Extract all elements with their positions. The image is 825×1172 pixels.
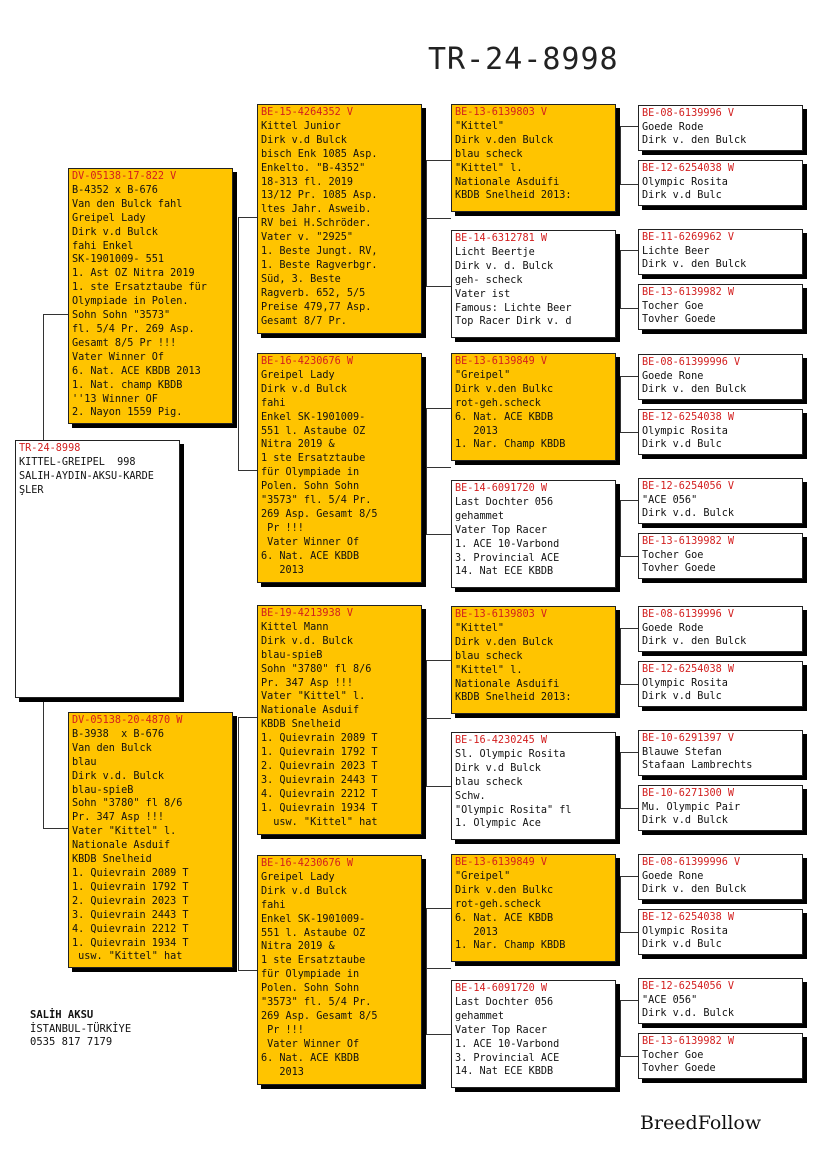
card-text-line: Licht Beertje bbox=[455, 246, 535, 258]
card-text-line: Dirk v.d Bulck bbox=[261, 134, 347, 146]
card-text-line: rot-geh.scheck bbox=[455, 397, 541, 409]
connector-line bbox=[620, 932, 638, 933]
card-text-line: Dirk v.d Bulck bbox=[72, 226, 158, 238]
card-text-line: Kittel Mann bbox=[261, 621, 329, 633]
card-text-line: SK-1901009- 551 bbox=[72, 254, 165, 266]
card-text-line: Olympic Rosita bbox=[642, 925, 728, 937]
card-text-line: KBDB Snelheid 2013: bbox=[455, 692, 572, 704]
connector-line bbox=[620, 250, 638, 251]
card-text-line: 1. Quievrain 1934 T bbox=[261, 802, 378, 814]
card-text-line: 1. ACE 10-Varbond bbox=[455, 1038, 560, 1050]
card-text-line: blau scheck bbox=[455, 776, 523, 788]
card-text-line: Enkel SK-1901009- bbox=[261, 913, 366, 925]
connector-line bbox=[620, 628, 638, 629]
card-text-line: Dirk v.d Bulck bbox=[455, 762, 541, 774]
card-text-line: "ACE 056" bbox=[642, 994, 698, 1006]
card-text-line: Goede Rode bbox=[642, 622, 704, 634]
card-text-line: Sohn Sohn "3573" bbox=[72, 310, 171, 322]
ring-number: BE-08-6139996 V bbox=[642, 108, 735, 119]
card-text-line: KBDB Snelheid 2013: bbox=[455, 190, 572, 202]
card-text-line: 2. Quievrain 2023 T bbox=[72, 895, 189, 907]
card-text-line: "3573" fl. 5/4 Pr. bbox=[261, 495, 372, 507]
ring-number: BE-19-4213938 V bbox=[261, 608, 354, 619]
card-text-line: Vater Top Racer bbox=[455, 524, 548, 536]
g5-card-14 bbox=[638, 909, 803, 955]
connector-line bbox=[426, 218, 451, 219]
subject-card bbox=[15, 440, 180, 698]
card-text-line: 3. Quievrain 2443 T bbox=[72, 909, 189, 921]
card-text-line: blau-spieB bbox=[72, 784, 134, 796]
ggp-card-8 bbox=[451, 980, 616, 1088]
card-text-line: Dirk v.d Bulc bbox=[642, 439, 722, 451]
card-text-line: geh- scheck bbox=[455, 274, 523, 286]
g5-card-7 bbox=[638, 478, 803, 524]
card-text-line: Dirk v. den Bulck bbox=[642, 384, 747, 396]
connector-line bbox=[426, 408, 451, 409]
card-text-line: 1 ste Ersatztaube bbox=[261, 955, 366, 967]
card-text-line: Tocher Goe bbox=[642, 549, 704, 561]
card-text-line: "Kittel" bbox=[455, 120, 505, 132]
connector-line bbox=[620, 1056, 638, 1057]
connector-line bbox=[620, 250, 621, 308]
card-text-line: fahi Enkel bbox=[72, 240, 134, 252]
connector-line bbox=[620, 876, 621, 932]
card-text-line: Dirk v.d. Bulck bbox=[642, 1008, 735, 1020]
connector-line bbox=[426, 160, 427, 286]
sire-card bbox=[68, 168, 233, 424]
card-text-line: blau scheck bbox=[455, 650, 523, 662]
ring-number: BE-16-4230676 W bbox=[261, 858, 354, 869]
card-text-line: ŞLER bbox=[19, 484, 44, 496]
card-text-line: Olympic Rosita bbox=[642, 176, 728, 188]
card-text-line: Gesamt 8/5 Pr !!! bbox=[72, 337, 177, 349]
card-text-line: Last Dochter 056 bbox=[455, 996, 554, 1008]
ring-number: DV-05138-17-822 V bbox=[72, 171, 177, 182]
g5-card-3 bbox=[638, 229, 803, 275]
card-text-line: 4. Quievrain 2212 T bbox=[72, 923, 189, 935]
card-text-line: Lichte Beer bbox=[642, 245, 710, 257]
connector-line bbox=[426, 786, 451, 787]
card-text-line: Dirk v.d Bulc bbox=[642, 190, 722, 202]
ring-number: BE-08-61399996 V bbox=[642, 857, 741, 868]
card-text-line: Vater v. "2925" bbox=[261, 232, 354, 244]
card-text-line: 1. Ast OZ Nitra 2019 bbox=[72, 268, 195, 280]
card-text-line: Pr. 347 Asp !!! bbox=[72, 812, 165, 824]
card-text-line: Greipel Lady bbox=[261, 871, 335, 883]
card-text-line: 269 Asp. Gesamt 8/5 bbox=[261, 1010, 378, 1022]
card-text-line: gehammet bbox=[455, 510, 505, 522]
card-text-line: für Olympiade in bbox=[261, 969, 360, 981]
ring-number: BE-12-6254038 W bbox=[642, 163, 735, 174]
card-text-line: 1. ACE 10-Varbond bbox=[455, 538, 560, 550]
ring-number: BE-12-6254038 W bbox=[642, 664, 735, 675]
ggp-card-6 bbox=[451, 732, 616, 840]
card-text-line: 551 l. Astaube OZ bbox=[261, 927, 366, 939]
card-text-line: Dirk v. d. Bulck bbox=[455, 260, 554, 272]
card-text-line: Nitra 2019 & bbox=[261, 439, 335, 451]
card-text-line: 1 ste Ersatztaube bbox=[261, 453, 366, 465]
connector-line bbox=[620, 1000, 621, 1056]
card-text-line: 1. Quievrain 1792 T bbox=[261, 747, 378, 759]
card-text-line: Goede Rone bbox=[642, 370, 704, 382]
g5-card-13 bbox=[638, 854, 803, 900]
card-text-line: Last Dochter 056 bbox=[455, 496, 554, 508]
connector-line bbox=[620, 808, 638, 809]
card-text-line: usw. "Kittel" hat bbox=[261, 816, 378, 828]
connector-line bbox=[620, 500, 621, 556]
ring-number: BE-12-6254038 W bbox=[642, 912, 735, 923]
connector-line bbox=[426, 660, 451, 661]
connector-line bbox=[426, 160, 451, 161]
card-text-line: 1. Quievrain 2089 T bbox=[72, 867, 189, 879]
card-text-line: Sohn "3780" fl 8/6 bbox=[72, 798, 183, 810]
card-text-line: Dirk v.den Bulkc bbox=[455, 383, 554, 395]
card-text-line: Nationale Asduifi bbox=[455, 176, 560, 188]
ggp-card-2 bbox=[451, 230, 616, 338]
ring-number: BE-12-6254038 W bbox=[642, 412, 735, 423]
g5-card-11 bbox=[638, 730, 803, 776]
card-text-line: Dirk v.d Bulc bbox=[642, 939, 722, 951]
card-text-line: Sohn "3780" fl 8/6 bbox=[261, 663, 372, 675]
card-text-line: 1. Quievrain 1792 T bbox=[72, 881, 189, 893]
card-text-line: Goede Rode bbox=[642, 121, 704, 133]
card-text-line: 3. Provincial ACE bbox=[455, 552, 560, 564]
card-text-line: Olympic Rosita bbox=[642, 677, 728, 689]
connector-line bbox=[426, 660, 427, 786]
ring-number: BE-10-6271300 W bbox=[642, 788, 735, 799]
card-text-line: blau scheck bbox=[455, 148, 523, 160]
ggp-card-5 bbox=[451, 606, 616, 714]
card-text-line: blau bbox=[72, 756, 97, 768]
card-text-line: Van den Bulck fahl bbox=[72, 198, 183, 210]
card-text-line: Vater "Kittel" l. bbox=[261, 691, 366, 703]
connector-line bbox=[238, 717, 257, 718]
ring-number: BE-12-6254056 V bbox=[642, 481, 735, 492]
card-text-line: Dirk v.d Bulck bbox=[642, 815, 728, 827]
connector-line bbox=[620, 376, 621, 432]
card-text-line: Tocher Goe bbox=[642, 1049, 704, 1061]
connector-line bbox=[426, 908, 427, 1034]
card-text-line: 2. Nayon 1559 Pig. bbox=[72, 407, 183, 419]
ring-number: BE-14-6091720 W bbox=[455, 483, 548, 494]
ring-number: BE-16-4230245 W bbox=[455, 735, 548, 746]
card-text-line: Schw. bbox=[455, 790, 486, 802]
card-text-line: "3573" fl. 5/4 Pr. bbox=[261, 997, 372, 1009]
card-text-line: 1. Nat. champ KBDB bbox=[72, 379, 183, 391]
card-text-line: Polen. Sohn Sohn bbox=[261, 983, 360, 995]
card-text-line: "ACE 056" bbox=[642, 494, 698, 506]
connector-line bbox=[620, 308, 638, 309]
card-text-line: Vater ist bbox=[455, 288, 511, 300]
ring-number: BE-14-6091720 W bbox=[455, 983, 548, 994]
connector-line bbox=[238, 970, 257, 971]
card-text-line: blau-spieB bbox=[261, 649, 323, 661]
g5-card-12 bbox=[638, 785, 803, 831]
ring-number: BE-10-6291397 V bbox=[642, 733, 735, 744]
g5-card-6 bbox=[638, 409, 803, 455]
card-text-line: 14. Nat ECE KBDB bbox=[455, 1066, 554, 1078]
card-text-line: "Greipel" bbox=[455, 870, 511, 882]
card-text-line: Gesamt 8/7 Pr. bbox=[261, 315, 347, 327]
card-text-line: 2013 bbox=[455, 926, 498, 938]
card-text-line: Dirk v.den Bulck bbox=[455, 134, 554, 146]
card-text-line: Tocher Goe bbox=[642, 300, 704, 312]
card-text-line: Pr. 347 Asp !!! bbox=[261, 677, 354, 689]
card-text-line: 1. Quievrain 1934 T bbox=[72, 937, 189, 949]
card-text-line: 1. Nar. Champ KBDB bbox=[455, 940, 566, 952]
card-text-line: Polen. Sohn Sohn bbox=[261, 481, 360, 493]
card-text-line: 18-313 fl. 2019 bbox=[261, 176, 354, 188]
card-text-line: Nationale Asduif bbox=[72, 840, 171, 852]
connector-line bbox=[426, 718, 451, 719]
card-text-line: Vater Winner Of bbox=[72, 351, 165, 363]
connector-line bbox=[620, 1000, 638, 1001]
ring-number: DV-05138-20-4870 W bbox=[72, 715, 183, 726]
card-text-line: Greipel Lady bbox=[72, 212, 146, 224]
card-text-line: rot-geh.scheck bbox=[455, 898, 541, 910]
card-text-line: KBDB Snelheid bbox=[261, 719, 341, 731]
card-text-line: Tovher Goede bbox=[642, 563, 716, 575]
card-text-line: Nationale Asduifi bbox=[455, 678, 560, 690]
card-text-line: Süd, 3. Beste bbox=[261, 273, 341, 285]
card-text-line: 2013 bbox=[455, 425, 498, 437]
ring-number: BE-14-6312781 W bbox=[455, 233, 548, 244]
owner-name: SALİH AKSU bbox=[30, 1009, 94, 1021]
connector-line bbox=[620, 752, 638, 753]
card-text-line: 1. Olympic Ace bbox=[455, 818, 541, 830]
card-text-line: Dirk v. den Bulck bbox=[642, 636, 747, 648]
owner-info bbox=[30, 1009, 131, 1050]
connector-line bbox=[620, 684, 638, 685]
g5-card-10 bbox=[638, 661, 803, 707]
grand-dam-card-2 bbox=[257, 855, 422, 1085]
card-text-line: usw. "Kittel" hat bbox=[72, 951, 183, 963]
card-text-line: "Greipel" bbox=[455, 369, 511, 381]
card-text-line: Top Racer Dirk v. d bbox=[455, 316, 572, 328]
card-text-line: 6. Nat. ACE KBDB 2013 bbox=[72, 365, 201, 377]
card-text-line: B-3938 x B-676 bbox=[72, 728, 165, 740]
ggp-card-1 bbox=[451, 104, 616, 212]
connector-line bbox=[620, 376, 638, 377]
card-text-line: fahi bbox=[261, 899, 286, 911]
grand-sire-card-1 bbox=[257, 104, 422, 334]
dam-card bbox=[68, 712, 233, 968]
card-text-line: Vater Winner Of bbox=[261, 536, 360, 548]
card-text-line: Stafaan Lambrechts bbox=[642, 760, 753, 772]
card-text-line: Nationale Asduif bbox=[261, 705, 360, 717]
connector-line bbox=[426, 467, 451, 468]
card-text-line: 1. Quievrain 2089 T bbox=[261, 733, 378, 745]
ring-number: BE-16-4230676 W bbox=[261, 356, 354, 367]
card-text-line: Tovher Goede bbox=[642, 1063, 716, 1075]
card-text-line: bisch Enk 1085 Asp. bbox=[261, 148, 378, 160]
card-text-line: 13/12 Pr. 1085 Asp. bbox=[261, 190, 378, 202]
card-text-line: Dirk v. den Bulck bbox=[642, 259, 747, 271]
card-text-line: gehammet bbox=[455, 1010, 505, 1022]
card-text-line: Vater Winner Of bbox=[261, 1038, 360, 1050]
ring-number: BE-13-6139982 W bbox=[642, 1036, 735, 1047]
g5-card-1 bbox=[638, 105, 803, 151]
card-text-line: Greipel Lady bbox=[261, 369, 335, 381]
card-text-line: 6. Nat. ACE KBDB bbox=[455, 411, 554, 423]
connector-line bbox=[426, 1034, 451, 1035]
connector-line bbox=[43, 314, 68, 315]
card-text-line: 269 Asp. Gesamt 8/5 bbox=[261, 508, 378, 520]
card-text-line: Dirk v.den Bulkc bbox=[455, 884, 554, 896]
connector-line bbox=[238, 470, 257, 471]
card-text-line: ''13 Winner OF bbox=[72, 393, 158, 405]
g5-card-15 bbox=[638, 978, 803, 1024]
card-text-line: 6. Nat. ACE KBDB bbox=[261, 550, 360, 562]
card-text-line: Dirk v.d. Bulck bbox=[642, 508, 735, 520]
ring-number: BE-13-6139982 W bbox=[642, 287, 735, 298]
connector-line bbox=[43, 828, 68, 829]
card-text-line: Enkel SK-1901009- bbox=[261, 411, 366, 423]
connector-line bbox=[426, 408, 427, 534]
card-text-line: Enkelto. "B-4352" bbox=[261, 162, 366, 174]
connector-line bbox=[426, 908, 451, 909]
grand-sire-card-2 bbox=[257, 605, 422, 835]
ring-number: BE-08-61399996 V bbox=[642, 357, 741, 368]
card-text-line: 2013 bbox=[261, 1066, 304, 1078]
card-text-line: KBDB Snelheid bbox=[72, 854, 152, 866]
card-text-line: für Olympiade in bbox=[261, 467, 360, 479]
card-text-line: Vater Top Racer bbox=[455, 1024, 548, 1036]
ring-number: BE-08-6139996 V bbox=[642, 609, 735, 620]
ring-number: TR-24-8998 bbox=[19, 443, 81, 454]
connector-line bbox=[620, 752, 621, 808]
card-text-line: RV bei H.Schröder. bbox=[261, 218, 372, 230]
card-text-line: "Kittel" l. bbox=[455, 162, 523, 174]
card-text-line: Dirk v. den Bulck bbox=[642, 884, 747, 896]
ggp-card-4 bbox=[451, 480, 616, 588]
card-text-line: 3. Provincial ACE bbox=[455, 1052, 560, 1064]
connector-line bbox=[620, 184, 638, 185]
card-text-line: Preise 479,77 Asp. bbox=[261, 301, 372, 313]
card-text-line: 4. Quievrain 2212 T bbox=[261, 788, 378, 800]
g5-card-8 bbox=[638, 533, 803, 579]
card-text-line: KITTEL-GREIPEL 998 bbox=[19, 456, 136, 468]
card-text-line: Olympic Rosita bbox=[642, 425, 728, 437]
connector-line bbox=[620, 876, 638, 877]
connector-line bbox=[426, 534, 451, 535]
card-text-line: 551 l. Astaube OZ bbox=[261, 425, 366, 437]
g5-card-2 bbox=[638, 160, 803, 206]
card-text-line: Dirk v.den Bulck bbox=[455, 636, 554, 648]
ring-number: BE-12-6254056 V bbox=[642, 981, 735, 992]
owner-location: İSTANBUL-TÜRKİYE bbox=[30, 1022, 132, 1035]
card-text-line: Dirk v.d. Bulck bbox=[261, 635, 354, 647]
card-text-line: 2013 bbox=[261, 564, 304, 576]
card-text-line: Famous: Lichte Beer bbox=[455, 302, 572, 314]
ring-number: BE-13-6139982 W bbox=[642, 536, 735, 547]
card-text-line: Dirk v.d Bulc bbox=[642, 691, 722, 703]
card-text-line: Dirk v. den Bulck bbox=[642, 135, 747, 147]
card-text-line: 1. ste Ersatztaube für bbox=[72, 282, 207, 294]
card-text-line: Sl. Olympic Rosita bbox=[455, 748, 566, 760]
card-text-line: 1. Nar. Champ KBDB bbox=[455, 439, 566, 451]
ring-number: BE-15-4264352 V bbox=[261, 107, 354, 118]
card-text-line: fahi bbox=[261, 397, 286, 409]
ggp-card-3 bbox=[451, 353, 616, 461]
g5-card-9 bbox=[638, 606, 803, 652]
card-text-line: Dirk v.d. Bulck bbox=[72, 770, 165, 782]
connector-line bbox=[426, 968, 451, 969]
ring-number: BE-13-6139849 V bbox=[455, 356, 548, 367]
ring-number: BE-13-6139849 V bbox=[455, 857, 548, 868]
connector-line bbox=[620, 126, 621, 184]
ggp-card-7 bbox=[451, 854, 616, 962]
card-text-line: Olympiade in Polen. bbox=[72, 296, 189, 308]
g5-card-4 bbox=[638, 284, 803, 330]
card-text-line: Nitra 2019 & bbox=[261, 941, 335, 953]
pedigree-title: TR-24-8998 bbox=[428, 42, 619, 77]
card-text-line: "Kittel" l. bbox=[455, 664, 523, 676]
card-text-line: Tovher Goede bbox=[642, 314, 716, 326]
owner-phone: 0535 817 7179 bbox=[30, 1036, 113, 1048]
connector-line bbox=[238, 717, 239, 970]
card-text-line: Pr !!! bbox=[261, 1024, 304, 1036]
card-text-line: SALIH-AYDIN-AKSU-KARDE bbox=[19, 470, 154, 482]
card-text-line: 14. Nat ECE KBDB bbox=[455, 566, 554, 578]
ring-number: BE-13-6139803 V bbox=[455, 609, 548, 620]
card-text-line: ltes Jahr. Asweib. bbox=[261, 204, 372, 216]
ring-number: BE-13-6139803 V bbox=[455, 107, 548, 118]
card-text-line: 2. Quievrain 2023 T bbox=[261, 760, 378, 772]
connector-line bbox=[426, 286, 451, 287]
card-text-line: Blauwe Stefan bbox=[642, 746, 722, 758]
card-text-line: "Kittel" bbox=[455, 622, 505, 634]
card-text-line: Dirk v.d Bulck bbox=[261, 383, 347, 395]
connector-line bbox=[620, 500, 638, 501]
g5-card-16 bbox=[638, 1033, 803, 1079]
card-text-line: 3. Quievrain 2443 T bbox=[261, 774, 378, 786]
connector-line bbox=[620, 628, 621, 684]
g5-card-5 bbox=[638, 354, 803, 400]
connector-line bbox=[620, 432, 638, 433]
card-text-line: Pr !!! bbox=[261, 522, 304, 534]
connector-line bbox=[238, 217, 239, 470]
card-text-line: Goede Rone bbox=[642, 870, 704, 882]
card-text-line: 6. Nat. ACE KBDB bbox=[261, 1052, 360, 1064]
connector-line bbox=[620, 126, 638, 127]
card-text-line: Dirk v.d Bulck bbox=[261, 885, 347, 897]
card-text-line: B-4352 x B-676 bbox=[72, 184, 158, 196]
card-text-line: Van den Bulck bbox=[72, 742, 152, 754]
connector-line bbox=[238, 217, 257, 218]
card-text-line: fl. 5/4 Pr. 269 Asp. bbox=[72, 323, 195, 335]
connector-line bbox=[620, 556, 638, 557]
card-text-line: Kittel Junior bbox=[261, 120, 341, 132]
card-text-line: 6. Nat. ACE KBDB bbox=[455, 912, 554, 924]
card-text-line: 1. Beste Ragverbgr. bbox=[261, 259, 378, 271]
grand-dam-card-1 bbox=[257, 353, 422, 583]
ring-number: BE-11-6269962 V bbox=[642, 232, 735, 243]
card-text-line: Mu. Olympic Pair bbox=[642, 801, 741, 813]
card-text-line: Ragverb. 652, 5/5 bbox=[261, 287, 366, 299]
card-text-line: 1. Beste Jungt. RV, bbox=[261, 246, 378, 258]
card-text-line: "Olympic Rosita" fl bbox=[455, 804, 572, 816]
card-text-line: Vater "Kittel" l. bbox=[72, 826, 177, 838]
brand-logo: BreedFollow bbox=[640, 1112, 762, 1134]
